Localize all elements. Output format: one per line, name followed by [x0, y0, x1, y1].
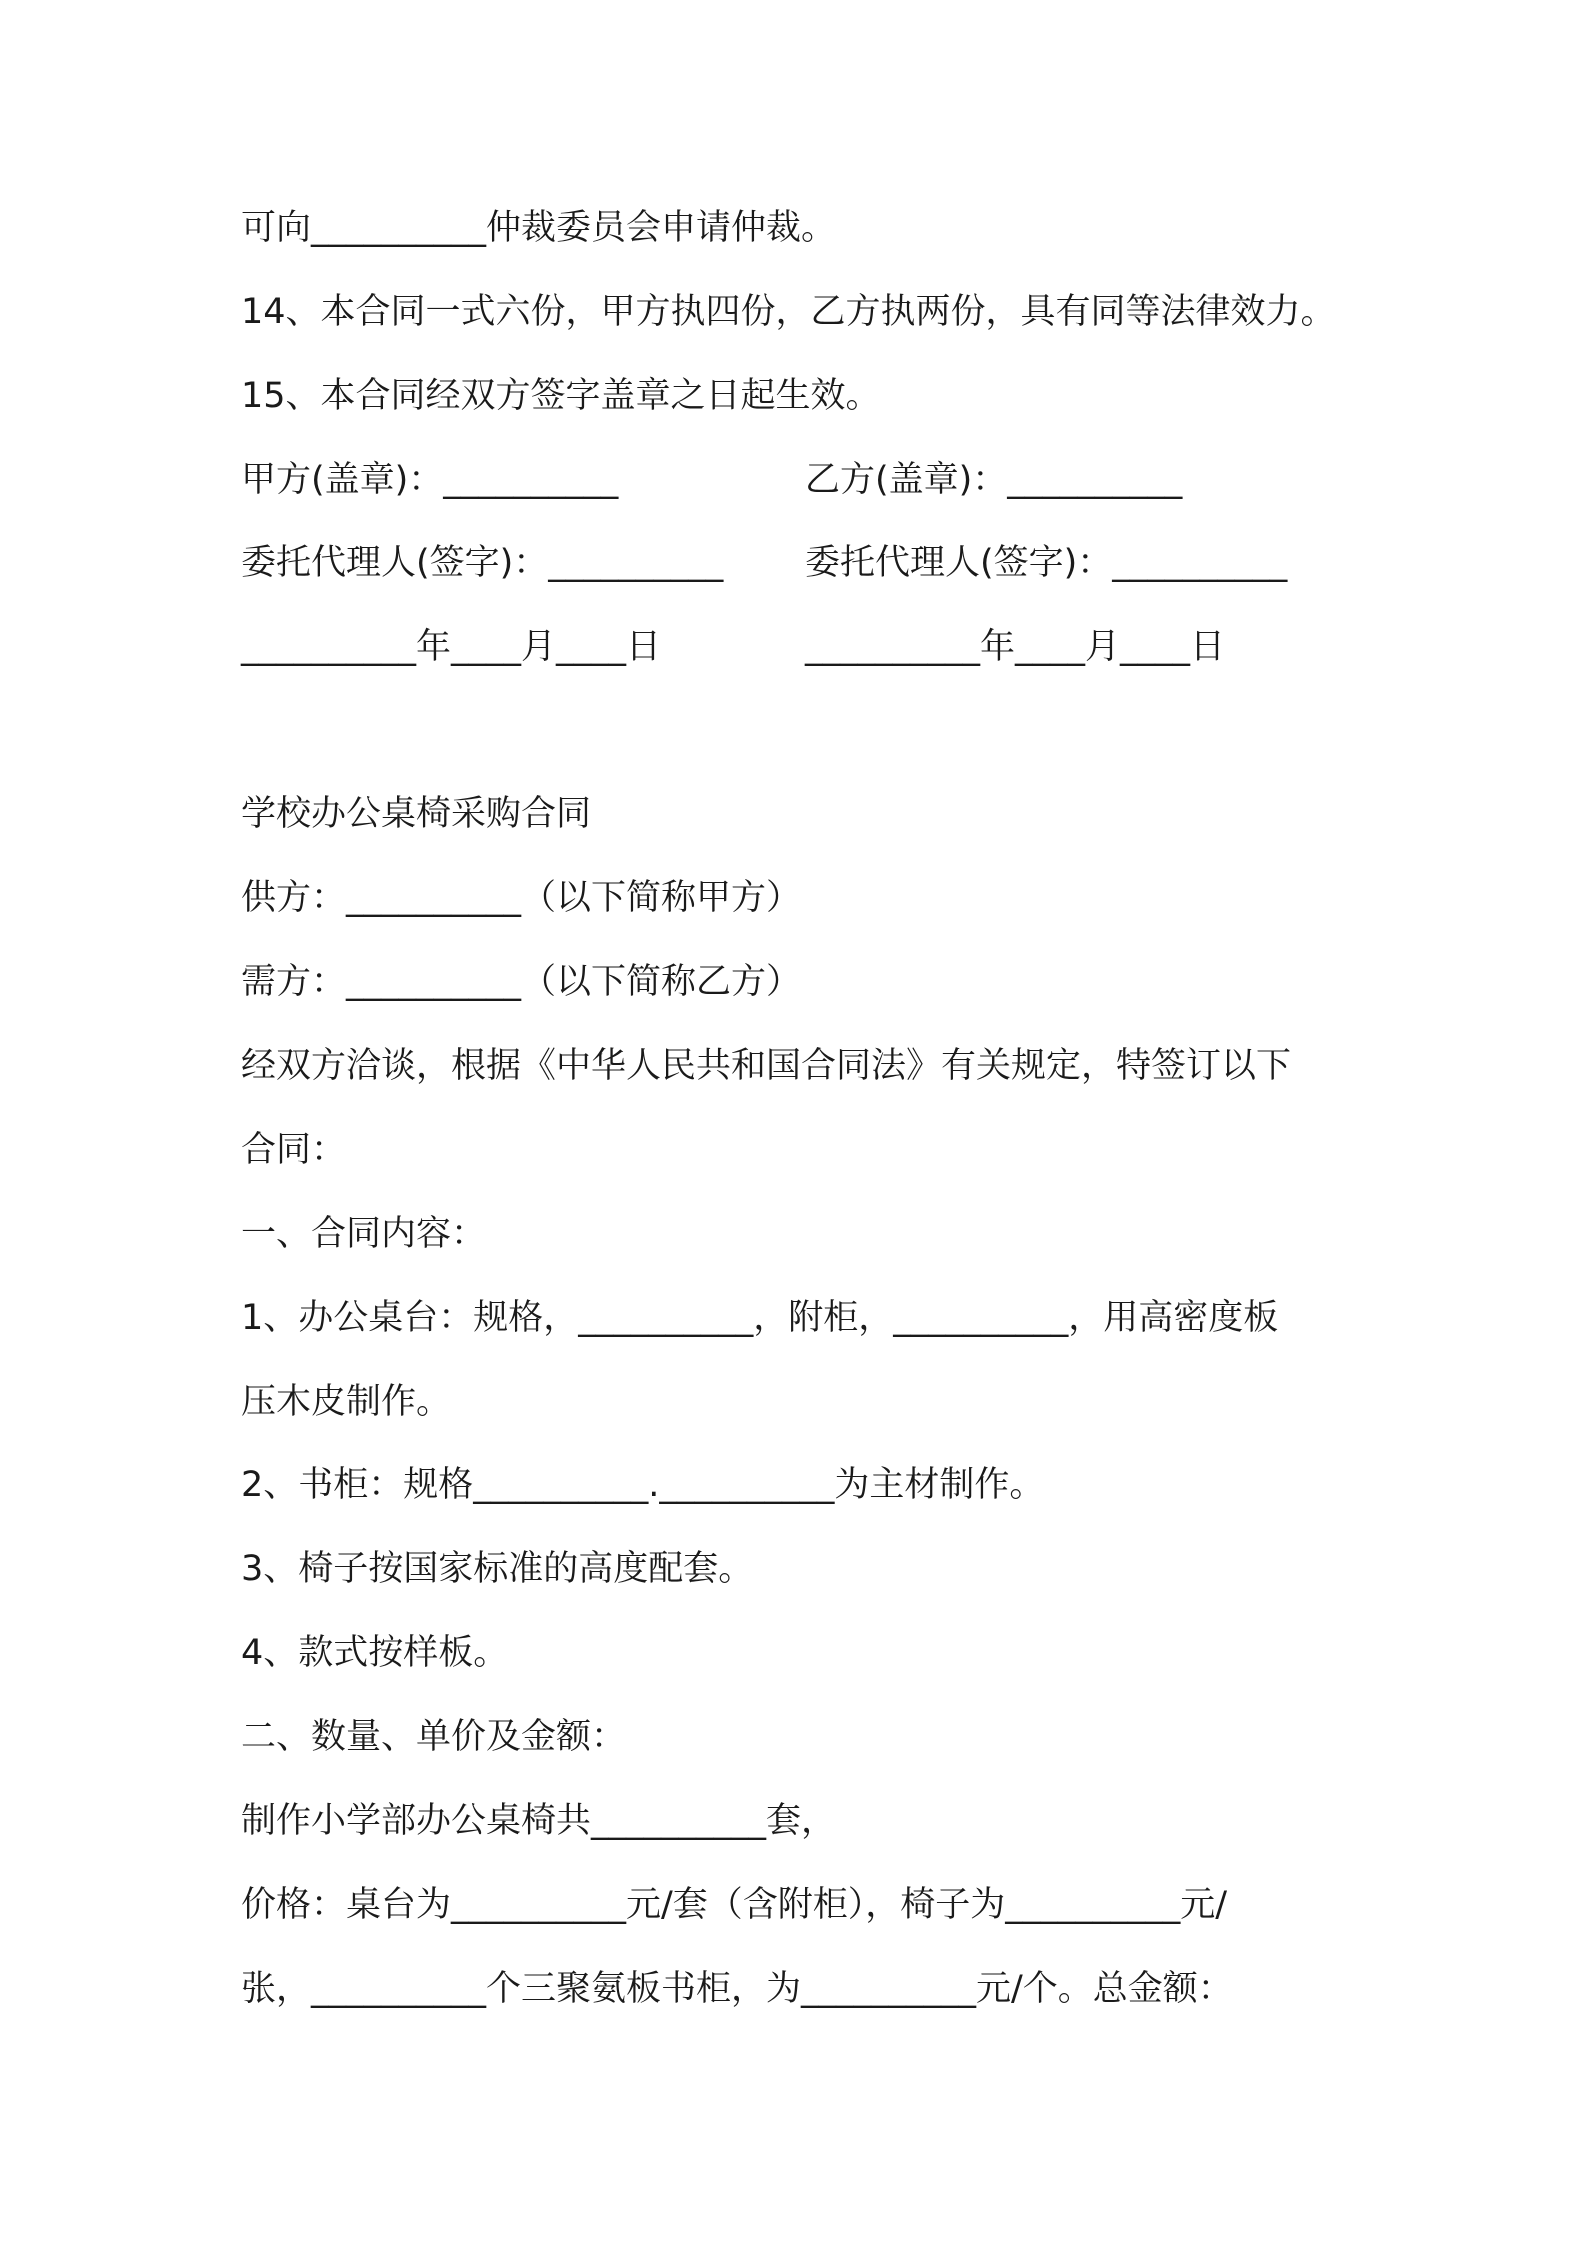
party-a-agent: 委托代理人(签字)：__________	[241, 543, 724, 583]
supplier-line: 供方：__________（以下简称甲方）	[241, 878, 802, 918]
arbitration-clause: 可向__________仲裁委员会申请仲裁。	[241, 208, 837, 248]
party-b-date: __________年____月____日	[805, 627, 1226, 667]
party-a-date: __________年____月____日	[241, 627, 662, 667]
item-2: 2、书柜：规格__________.__________为主材制作。	[241, 1465, 1045, 1505]
clause-14: 14、本合同一式六份，甲方执四份，乙方执两份，具有同等法律效力。	[241, 292, 1336, 332]
quantity-line: 制作小学部办公桌椅共__________套，	[241, 1801, 837, 1841]
preamble-line-1: 经双方洽谈，根据《中华人民共和国合同法》有关规定，特签订以下	[241, 1046, 1292, 1086]
party-b-agent: 委托代理人(签字)：__________	[805, 543, 1288, 583]
heading-quantity-price: 二、数量、单价及金额：	[241, 1717, 627, 1757]
item-1-line-2: 压木皮制作。	[241, 1382, 452, 1422]
item-1-line-1: 1、办公桌台：规格，__________，附柜，__________，用高密度板	[241, 1298, 1279, 1338]
heading-contract-content: 一、合同内容：	[241, 1214, 487, 1254]
item-4: 4、款式按样板。	[241, 1633, 509, 1673]
price-line-2: 张，__________个三聚氨板书柜，为__________元/个。总金额：	[241, 1969, 1233, 2009]
item-3: 3、椅子按国家标准的高度配套。	[241, 1549, 754, 1589]
party-a-seal: 甲方(盖章)：__________	[241, 460, 619, 500]
preamble-line-2: 合同：	[241, 1130, 347, 1170]
contract-title: 学校办公桌椅采购合同	[241, 794, 592, 834]
buyer-line: 需方：__________（以下简称乙方）	[241, 962, 802, 1002]
clause-15: 15、本合同经双方签字盖章之日起生效。	[241, 376, 881, 416]
price-line-1: 价格：桌台为__________元/套（含附柜），椅子为__________元/	[241, 1885, 1228, 1925]
party-b-seal: 乙方(盖章)：__________	[805, 460, 1183, 500]
